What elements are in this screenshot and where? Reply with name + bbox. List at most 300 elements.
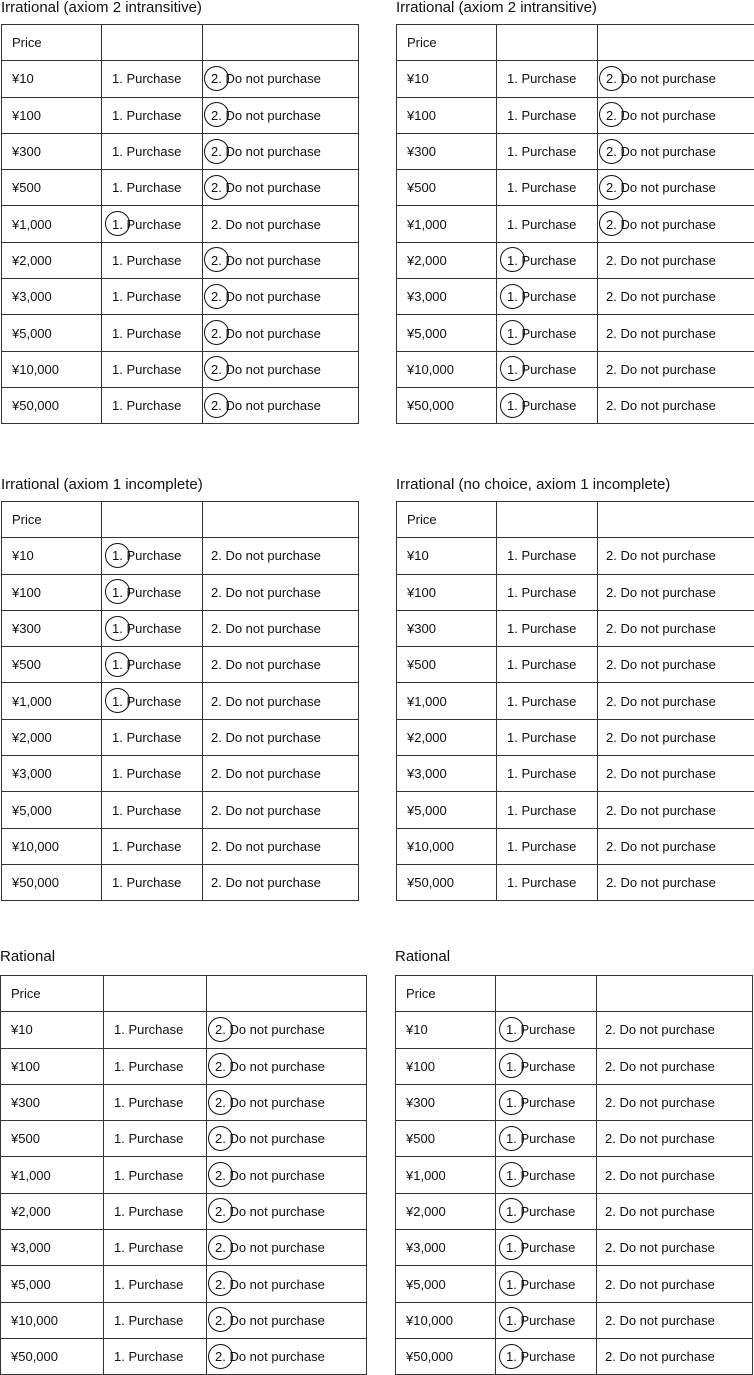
do-not-purchase-option-label: 2. Do not purchase bbox=[211, 107, 321, 123]
table-row bbox=[397, 387, 754, 423]
price-column-header: Price bbox=[1, 976, 104, 1012]
do-not-purchase-option-cell[interactable] bbox=[203, 647, 359, 683]
price-cell: ¥500 bbox=[2, 647, 102, 683]
purchase-option-label: 1. Purchase bbox=[112, 361, 182, 377]
choice-table bbox=[396, 501, 754, 901]
purchase-option-label: 1. Purchase bbox=[112, 180, 182, 196]
purchase-option-cell[interactable] bbox=[497, 647, 598, 683]
purchase-option-label: 1. Purchase bbox=[506, 1312, 576, 1328]
price-cell: ¥2,000 bbox=[2, 719, 102, 755]
purchase-option-cell[interactable] bbox=[497, 279, 598, 315]
table-row bbox=[396, 1230, 753, 1266]
do-not-purchase-option-label: 2. Do not purchase bbox=[211, 71, 321, 87]
do-not-purchase-option-label: 2. Do not purchase bbox=[215, 1131, 325, 1147]
do-not-purchase-option-label: 2. Do not purchase bbox=[211, 144, 321, 160]
table-row bbox=[397, 61, 754, 97]
purchase-option-cell[interactable] bbox=[102, 792, 203, 828]
table-row bbox=[2, 864, 359, 900]
do-not-purchase-option-cell[interactable] bbox=[203, 61, 359, 97]
price-cell: ¥100 bbox=[397, 574, 497, 610]
purchase-option-label: 1. Purchase bbox=[506, 1276, 576, 1292]
do-not-purchase-option-cell[interactable] bbox=[207, 1230, 367, 1266]
do-not-purchase-option-label: 2. Do not purchase bbox=[605, 1276, 715, 1292]
purchase-option-cell[interactable] bbox=[496, 1048, 597, 1084]
purchase-option-cell[interactable] bbox=[497, 756, 598, 792]
price-cell: ¥300 bbox=[2, 610, 102, 646]
purchase-option-cell[interactable] bbox=[497, 61, 598, 97]
purchase-option-cell[interactable] bbox=[496, 1338, 597, 1374]
purchase-option-label: 1. Purchase bbox=[112, 875, 182, 891]
purchase-option-cell[interactable] bbox=[104, 1266, 207, 1302]
purchase-option-label: 1. Purchase bbox=[114, 1131, 184, 1147]
price-cell: ¥3,000 bbox=[1, 1230, 104, 1266]
purchase-option-cell[interactable] bbox=[496, 1230, 597, 1266]
price-cell: ¥100 bbox=[2, 574, 102, 610]
price-column-header: Price bbox=[396, 976, 496, 1012]
do-not-purchase-option-cell[interactable] bbox=[207, 1084, 367, 1120]
choice-table bbox=[396, 24, 754, 424]
table-row bbox=[1, 1230, 367, 1266]
do-not-purchase-option-cell[interactable] bbox=[203, 351, 359, 387]
table-row bbox=[396, 1266, 753, 1302]
price-cell: ¥10,000 bbox=[1, 1302, 104, 1338]
purchase-option-label: 1. Purchase bbox=[507, 729, 577, 745]
table-row bbox=[397, 792, 754, 828]
price-cell: ¥300 bbox=[396, 1084, 496, 1120]
price-cell: ¥3,000 bbox=[397, 279, 497, 315]
purchase-option-cell[interactable] bbox=[104, 1193, 207, 1229]
do-not-purchase-option-cell[interactable] bbox=[597, 1121, 753, 1157]
purchase-option-label: 1. Purchase bbox=[506, 1240, 576, 1256]
price-cell: ¥1,000 bbox=[396, 1157, 496, 1193]
price-cell: ¥10 bbox=[396, 1012, 496, 1048]
panel-title: Irrational (axiom 1 incomplete) bbox=[1, 476, 203, 493]
table-row bbox=[397, 864, 754, 900]
purchase-option-label: 1. Purchase bbox=[507, 693, 577, 709]
purchase-option-cell[interactable] bbox=[104, 1012, 207, 1048]
purchase-option-label: 1. Purchase bbox=[506, 1349, 576, 1365]
do-not-purchase-option-label: 2. Do not purchase bbox=[211, 584, 321, 600]
do-not-purchase-option-cell[interactable] bbox=[203, 574, 359, 610]
do-not-purchase-option-cell[interactable] bbox=[207, 1302, 367, 1338]
table-row bbox=[397, 170, 754, 206]
table-header-row bbox=[2, 502, 359, 538]
purchase-option-cell[interactable] bbox=[497, 351, 598, 387]
do-not-purchase-option-label: 2. Do not purchase bbox=[211, 361, 321, 377]
do-not-purchase-option-label: 2. Do not purchase bbox=[211, 766, 321, 782]
do-not-purchase-option-cell[interactable] bbox=[598, 864, 754, 900]
do-not-purchase-option-cell[interactable] bbox=[597, 1048, 753, 1084]
do-not-purchase-option-cell[interactable] bbox=[598, 647, 754, 683]
do-not-purchase-option-cell[interactable] bbox=[598, 387, 754, 423]
do-not-purchase-option-cell[interactable] bbox=[203, 97, 359, 133]
do-not-purchase-option-cell[interactable] bbox=[207, 1121, 367, 1157]
table-row bbox=[1, 1193, 367, 1229]
table-row bbox=[2, 538, 359, 574]
purchase-option-cell[interactable] bbox=[496, 1084, 597, 1120]
choice-table bbox=[395, 975, 753, 1375]
table-header-row bbox=[1, 976, 367, 1012]
price-cell: ¥2,000 bbox=[396, 1193, 496, 1229]
do-not-purchase-option-label: 2. Do not purchase bbox=[211, 802, 321, 818]
do-not-purchase-option-label: 2. Do not purchase bbox=[605, 1203, 715, 1219]
do-not-purchase-option-cell[interactable] bbox=[207, 1012, 367, 1048]
table-row bbox=[2, 647, 359, 683]
do-not-purchase-option-cell[interactable] bbox=[207, 1157, 367, 1193]
choice-table bbox=[1, 501, 359, 901]
do-not-purchase-option-cell[interactable] bbox=[598, 97, 754, 133]
table-row bbox=[397, 574, 754, 610]
purchase-option-label: 1. Purchase bbox=[507, 252, 577, 268]
do-not-purchase-option-label: 2. Do not purchase bbox=[606, 802, 716, 818]
purchase-option-cell[interactable] bbox=[104, 1230, 207, 1266]
do-not-purchase-option-label: 2. Do not purchase bbox=[211, 621, 321, 637]
do-not-purchase-option-cell[interactable] bbox=[597, 1266, 753, 1302]
do-not-purchase-option-label: 2. Do not purchase bbox=[211, 548, 321, 564]
purchase-option-cell[interactable] bbox=[102, 61, 203, 97]
do-not-purchase-option-cell[interactable] bbox=[598, 279, 754, 315]
purchase-option-cell[interactable] bbox=[497, 170, 598, 206]
do-not-purchase-option-cell[interactable] bbox=[598, 792, 754, 828]
purchase-option-cell[interactable] bbox=[497, 206, 598, 242]
purchase-option-cell[interactable] bbox=[104, 1157, 207, 1193]
purchase-option-cell[interactable] bbox=[496, 1157, 597, 1193]
do-not-purchase-option-label: 2. Do not purchase bbox=[606, 766, 716, 782]
purchase-option-cell[interactable] bbox=[497, 242, 598, 278]
do-not-purchase-option-label: 2. Do not purchase bbox=[605, 1240, 715, 1256]
panel-title: Rational bbox=[0, 948, 56, 965]
price-cell: ¥3,000 bbox=[397, 756, 497, 792]
purchase-option-cell[interactable] bbox=[102, 864, 203, 900]
purchase-option-cell[interactable] bbox=[104, 1084, 207, 1120]
price-cell: ¥50,000 bbox=[396, 1338, 496, 1374]
do-not-purchase-option-cell[interactable] bbox=[598, 351, 754, 387]
purchase-option-cell[interactable] bbox=[102, 170, 203, 206]
purchase-option-label: 1. Purchase bbox=[112, 398, 182, 414]
purchase-option-cell[interactable] bbox=[497, 683, 598, 719]
table-row bbox=[397, 206, 754, 242]
do-not-purchase-option-cell[interactable] bbox=[203, 170, 359, 206]
price-cell: ¥300 bbox=[2, 133, 102, 169]
price-column-header: Price bbox=[2, 25, 102, 61]
table-row bbox=[397, 351, 754, 387]
do-not-purchase-option-label: 2. Do not purchase bbox=[606, 838, 716, 854]
do-not-purchase-option-label: 2. Do not purchase bbox=[605, 1312, 715, 1328]
table-row bbox=[2, 206, 359, 242]
purchase-option-cell[interactable] bbox=[102, 97, 203, 133]
purchase-option-cell[interactable] bbox=[497, 864, 598, 900]
price-cell: ¥50,000 bbox=[397, 864, 497, 900]
do-not-purchase-option-label: 2. Do not purchase bbox=[606, 252, 716, 268]
purchase-option-cell[interactable] bbox=[102, 610, 203, 646]
table-row bbox=[2, 756, 359, 792]
do-not-purchase-option-cell[interactable] bbox=[203, 864, 359, 900]
purchase-option-label: 1. Purchase bbox=[112, 729, 182, 745]
table-row bbox=[396, 1012, 753, 1048]
panel-title: Irrational (no choice, axiom 1 incomplete) bbox=[396, 476, 671, 493]
do-not-purchase-option-cell[interactable] bbox=[597, 1012, 753, 1048]
purchase-option-cell[interactable] bbox=[104, 1048, 207, 1084]
purchase-option-label: 1. Purchase bbox=[114, 1312, 184, 1328]
purchase-option-label: 1. Purchase bbox=[506, 1131, 576, 1147]
purchase-option-label: 1. Purchase bbox=[507, 548, 577, 564]
do-not-purchase-option-cell[interactable] bbox=[203, 828, 359, 864]
price-cell: ¥300 bbox=[397, 610, 497, 646]
purchase-option-cell[interactable] bbox=[497, 574, 598, 610]
do-not-purchase-option-cell[interactable] bbox=[597, 1302, 753, 1338]
do-not-purchase-option-cell[interactable] bbox=[597, 1338, 753, 1374]
purchase-option-label: 1. Purchase bbox=[507, 71, 577, 87]
price-cell: ¥3,000 bbox=[2, 279, 102, 315]
do-not-purchase-option-label: 2. Do not purchase bbox=[605, 1131, 715, 1147]
do-not-purchase-option-label: 2. Do not purchase bbox=[215, 1167, 325, 1183]
purchase-option-label: 1. Purchase bbox=[507, 107, 577, 123]
purchase-option-cell[interactable] bbox=[497, 792, 598, 828]
purchase-option-label: 1. Purchase bbox=[112, 325, 182, 341]
purchase-option-label: 1. Purchase bbox=[506, 1167, 576, 1183]
choice-table bbox=[0, 975, 367, 1375]
purchase-option-cell[interactable] bbox=[102, 242, 203, 278]
purchase-option-cell[interactable] bbox=[104, 1338, 207, 1374]
price-cell: ¥1,000 bbox=[2, 683, 102, 719]
purchase-option-label: 1. Purchase bbox=[112, 657, 182, 673]
price-cell: ¥3,000 bbox=[396, 1230, 496, 1266]
do-not-purchase-option-cell[interactable] bbox=[203, 538, 359, 574]
do-not-purchase-option-label: 2. Do not purchase bbox=[211, 875, 321, 891]
do-not-purchase-option-cell[interactable] bbox=[598, 242, 754, 278]
do-not-purchase-option-cell[interactable] bbox=[207, 1266, 367, 1302]
purchase-option-cell[interactable] bbox=[496, 1193, 597, 1229]
price-cell: ¥50,000 bbox=[2, 387, 102, 423]
purchase-option-label: 1. Purchase bbox=[112, 71, 182, 87]
do-not-purchase-option-cell[interactable] bbox=[203, 242, 359, 278]
purchase-option-label: 1. Purchase bbox=[506, 1095, 576, 1111]
price-cell: ¥50,000 bbox=[397, 387, 497, 423]
purchase-option-cell[interactable] bbox=[497, 610, 598, 646]
purchase-option-label: 1. Purchase bbox=[114, 1203, 184, 1219]
do-not-purchase-option-cell[interactable] bbox=[203, 610, 359, 646]
do-not-purchase-option-label: 2. Do not purchase bbox=[215, 1349, 325, 1365]
do-not-purchase-option-label: 2. Do not purchase bbox=[211, 657, 321, 673]
purchase-option-label: 1. Purchase bbox=[507, 289, 577, 305]
do-not-purchase-option-cell[interactable] bbox=[207, 1048, 367, 1084]
purchase-option-label: 1. Purchase bbox=[507, 180, 577, 196]
purchase-option-cell[interactable] bbox=[102, 719, 203, 755]
do-not-purchase-option-cell[interactable] bbox=[203, 279, 359, 315]
purchase-option-label: 1. Purchase bbox=[114, 1240, 184, 1256]
price-column-header: Price bbox=[397, 502, 497, 538]
table-row bbox=[2, 133, 359, 169]
price-cell: ¥1,000 bbox=[397, 683, 497, 719]
table-row bbox=[397, 279, 754, 315]
purchase-option-cell[interactable] bbox=[497, 828, 598, 864]
do-not-purchase-option-cell[interactable] bbox=[207, 1193, 367, 1229]
purchase-option-cell[interactable] bbox=[102, 206, 203, 242]
purchase-option-cell[interactable] bbox=[497, 133, 598, 169]
purchase-option-label: 1. Purchase bbox=[507, 657, 577, 673]
price-cell: ¥1,000 bbox=[2, 206, 102, 242]
price-cell: ¥500 bbox=[397, 170, 497, 206]
purchase-option-cell[interactable] bbox=[102, 683, 203, 719]
purchase-option-label: 1. Purchase bbox=[507, 144, 577, 160]
do-not-purchase-option-label: 2. Do not purchase bbox=[606, 584, 716, 600]
table-row bbox=[397, 647, 754, 683]
do-not-purchase-option-label: 2. Do not purchase bbox=[606, 398, 716, 414]
do-not-purchase-option-cell[interactable] bbox=[598, 538, 754, 574]
option-1-column-header bbox=[496, 976, 597, 1012]
do-not-purchase-option-cell[interactable] bbox=[598, 756, 754, 792]
do-not-purchase-option-label: 2. Do not purchase bbox=[606, 107, 716, 123]
table-row bbox=[397, 610, 754, 646]
purchase-option-cell[interactable] bbox=[496, 1266, 597, 1302]
purchase-option-label: 1. Purchase bbox=[507, 584, 577, 600]
do-not-purchase-option-cell[interactable] bbox=[598, 719, 754, 755]
do-not-purchase-option-cell[interactable] bbox=[598, 828, 754, 864]
purchase-option-cell[interactable] bbox=[497, 538, 598, 574]
do-not-purchase-option-cell[interactable] bbox=[598, 683, 754, 719]
price-cell: ¥10,000 bbox=[2, 828, 102, 864]
price-cell: ¥300 bbox=[1, 1084, 104, 1120]
purchase-option-label: 1. Purchase bbox=[507, 216, 577, 232]
do-not-purchase-option-cell[interactable] bbox=[597, 1084, 753, 1120]
purchase-option-cell[interactable] bbox=[102, 387, 203, 423]
do-not-purchase-option-label: 2. Do not purchase bbox=[605, 1095, 715, 1111]
purchase-option-cell[interactable] bbox=[102, 647, 203, 683]
purchase-option-label: 1. Purchase bbox=[114, 1095, 184, 1111]
table-row bbox=[397, 538, 754, 574]
purchase-option-cell[interactable] bbox=[104, 1302, 207, 1338]
purchase-option-cell[interactable] bbox=[102, 351, 203, 387]
price-cell: ¥10,000 bbox=[397, 828, 497, 864]
table-header-row bbox=[397, 502, 754, 538]
table-row bbox=[2, 792, 359, 828]
option-2-column-header bbox=[598, 502, 754, 538]
purchase-option-cell[interactable] bbox=[497, 719, 598, 755]
do-not-purchase-option-cell[interactable] bbox=[203, 792, 359, 828]
do-not-purchase-option-label: 2. Do not purchase bbox=[211, 216, 321, 232]
do-not-purchase-option-label: 2. Do not purchase bbox=[215, 1203, 325, 1219]
do-not-purchase-option-label: 2. Do not purchase bbox=[211, 252, 321, 268]
table-header-row bbox=[396, 976, 753, 1012]
do-not-purchase-option-label: 2. Do not purchase bbox=[606, 875, 716, 891]
table-row bbox=[2, 61, 359, 97]
table-row bbox=[397, 315, 754, 351]
price-cell: ¥5,000 bbox=[397, 792, 497, 828]
purchase-option-cell[interactable] bbox=[102, 756, 203, 792]
price-cell: ¥2,000 bbox=[397, 242, 497, 278]
purchase-option-cell[interactable] bbox=[497, 387, 598, 423]
do-not-purchase-option-cell[interactable] bbox=[598, 574, 754, 610]
purchase-option-cell[interactable] bbox=[102, 828, 203, 864]
do-not-purchase-option-label: 2. Do not purchase bbox=[211, 289, 321, 305]
do-not-purchase-option-label: 2. Do not purchase bbox=[606, 657, 716, 673]
price-cell: ¥500 bbox=[2, 170, 102, 206]
price-column-header: Price bbox=[2, 502, 102, 538]
table-row bbox=[396, 1048, 753, 1084]
do-not-purchase-option-cell[interactable] bbox=[597, 1193, 753, 1229]
table-row bbox=[396, 1193, 753, 1229]
table-row bbox=[397, 242, 754, 278]
price-cell: ¥5,000 bbox=[1, 1266, 104, 1302]
purchase-option-label: 1. Purchase bbox=[112, 252, 182, 268]
price-cell: ¥2,000 bbox=[397, 719, 497, 755]
purchase-option-label: 1. Purchase bbox=[507, 802, 577, 818]
do-not-purchase-option-cell[interactable] bbox=[207, 1338, 367, 1374]
do-not-purchase-option-label: 2. Do not purchase bbox=[606, 180, 716, 196]
do-not-purchase-option-cell[interactable] bbox=[203, 719, 359, 755]
do-not-purchase-option-cell[interactable] bbox=[598, 61, 754, 97]
price-cell: ¥2,000 bbox=[1, 1193, 104, 1229]
do-not-purchase-option-label: 2. Do not purchase bbox=[606, 71, 716, 87]
do-not-purchase-option-label: 2. Do not purchase bbox=[606, 621, 716, 637]
do-not-purchase-option-label: 2. Do not purchase bbox=[606, 729, 716, 745]
do-not-purchase-option-cell[interactable] bbox=[598, 206, 754, 242]
do-not-purchase-option-cell[interactable] bbox=[598, 170, 754, 206]
price-cell: ¥2,000 bbox=[2, 242, 102, 278]
table-row bbox=[397, 719, 754, 755]
table-header-row bbox=[2, 25, 359, 61]
purchase-option-cell[interactable] bbox=[104, 1121, 207, 1157]
do-not-purchase-option-label: 2. Do not purchase bbox=[605, 1058, 715, 1074]
price-cell: ¥50,000 bbox=[2, 864, 102, 900]
do-not-purchase-option-label: 2. Do not purchase bbox=[211, 180, 321, 196]
do-not-purchase-option-cell[interactable] bbox=[203, 756, 359, 792]
do-not-purchase-option-cell[interactable] bbox=[598, 610, 754, 646]
do-not-purchase-option-cell[interactable] bbox=[203, 206, 359, 242]
purchase-option-cell[interactable] bbox=[102, 538, 203, 574]
purchase-option-cell[interactable] bbox=[496, 1302, 597, 1338]
purchase-option-cell[interactable] bbox=[102, 133, 203, 169]
do-not-purchase-option-label: 2. Do not purchase bbox=[215, 1095, 325, 1111]
purchase-option-label: 1. Purchase bbox=[112, 766, 182, 782]
purchase-option-label: 1. Purchase bbox=[112, 621, 182, 637]
price-cell: ¥10 bbox=[1, 1012, 104, 1048]
purchase-option-cell[interactable] bbox=[497, 315, 598, 351]
purchase-option-label: 1. Purchase bbox=[507, 325, 577, 341]
do-not-purchase-option-cell[interactable] bbox=[597, 1157, 753, 1193]
table-row bbox=[397, 133, 754, 169]
purchase-option-cell[interactable] bbox=[102, 315, 203, 351]
do-not-purchase-option-cell[interactable] bbox=[598, 133, 754, 169]
do-not-purchase-option-cell[interactable] bbox=[203, 133, 359, 169]
purchase-option-cell[interactable] bbox=[496, 1121, 597, 1157]
do-not-purchase-option-cell[interactable] bbox=[203, 387, 359, 423]
purchase-option-label: 1. Purchase bbox=[507, 838, 577, 854]
price-cell: ¥10 bbox=[397, 61, 497, 97]
do-not-purchase-option-label: 2. Do not purchase bbox=[215, 1240, 325, 1256]
do-not-purchase-option-cell[interactable] bbox=[598, 315, 754, 351]
purchase-option-label: 1. Purchase bbox=[507, 398, 577, 414]
do-not-purchase-option-cell[interactable] bbox=[597, 1230, 753, 1266]
purchase-option-label: 1. Purchase bbox=[112, 107, 182, 123]
purchase-option-label: 1. Purchase bbox=[114, 1022, 184, 1038]
purchase-option-cell[interactable] bbox=[496, 1012, 597, 1048]
do-not-purchase-option-label: 2. Do not purchase bbox=[605, 1349, 715, 1365]
panel-title: Rational bbox=[395, 948, 451, 965]
option-2-column-header bbox=[598, 25, 754, 61]
purchase-option-cell[interactable] bbox=[102, 279, 203, 315]
do-not-purchase-option-label: 2. Do not purchase bbox=[605, 1022, 715, 1038]
purchase-option-cell[interactable] bbox=[102, 574, 203, 610]
price-cell: ¥500 bbox=[397, 647, 497, 683]
price-cell: ¥3,000 bbox=[2, 756, 102, 792]
purchase-option-label: 1. Purchase bbox=[506, 1203, 576, 1219]
do-not-purchase-option-cell[interactable] bbox=[203, 315, 359, 351]
do-not-purchase-option-cell[interactable] bbox=[203, 683, 359, 719]
table-row bbox=[2, 574, 359, 610]
purchase-option-cell[interactable] bbox=[497, 97, 598, 133]
table-header-row bbox=[397, 25, 754, 61]
